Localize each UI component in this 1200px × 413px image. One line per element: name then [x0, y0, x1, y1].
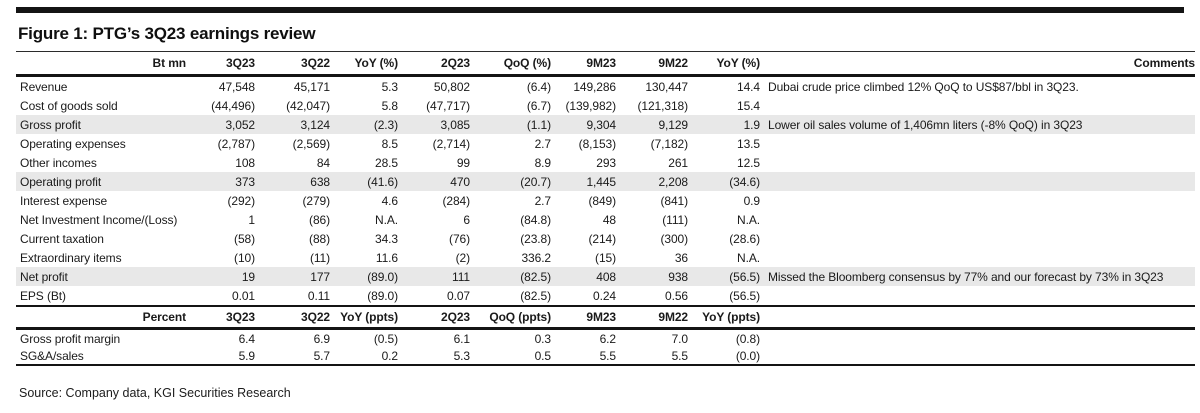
cell-9m22: 938 — [668, 269, 688, 284]
row-comment — [760, 191, 1195, 210]
cell-yoy: 11.6 — [375, 250, 398, 265]
cell-9m22: 9,129 — [658, 117, 688, 132]
col-header-pct-yoy: YoY (ppts) — [330, 306, 398, 329]
cell-qoq: (6.4) — [526, 79, 551, 94]
col-header-pct-qoq: QoQ (ppts) — [470, 306, 551, 329]
row-label: Other incomes — [20, 155, 97, 170]
cell-9m22: 36 — [674, 250, 688, 265]
cell-3q22: 3,124 — [300, 117, 330, 132]
col-header-qoq: QoQ (%) — [470, 52, 551, 76]
cell-qoq: 0.3 — [534, 331, 551, 346]
table-row — [16, 96, 1195, 115]
cell-3q22: (2,569) — [292, 136, 330, 151]
cell-9m23: 48 — [602, 212, 616, 227]
source-note: Source: Company data, KGI Securities Research — [19, 386, 291, 400]
cell-yoy: 4.6 — [381, 193, 398, 208]
col-header-pct-9m22: 9M22 — [616, 306, 688, 329]
cell-3q23: 1 — [248, 212, 255, 227]
cell-yoy2: 15.4 — [737, 98, 760, 113]
table-row — [16, 191, 1195, 210]
cell-3q22: 5.7 — [255, 347, 330, 365]
cell-yoy: (89.0) — [367, 269, 398, 284]
cell-9m22: 5.5 — [616, 347, 688, 365]
table-row — [16, 115, 1195, 134]
cell-9m22: 7.0 — [671, 331, 688, 346]
col-header-yoy: YoY (%) — [330, 52, 398, 76]
cell-qoq: 2.7 — [534, 193, 551, 208]
table-row — [16, 210, 1195, 229]
row-comment — [760, 96, 1195, 115]
earnings-table — [16, 51, 1195, 366]
cell-3q22: (11) — [309, 250, 330, 265]
cell-2q23: 6 — [463, 212, 470, 227]
cell-yoy2: (34.6) — [729, 174, 760, 189]
row-comment — [760, 329, 1195, 348]
cell-yoy2: N.A. — [737, 250, 760, 265]
cell-9m23: 408 — [596, 269, 616, 284]
row-label: Interest expense — [20, 193, 108, 208]
row-comment — [760, 347, 1195, 365]
row-comment: Lower oil sales volume of 1,406mn liters (-8% QoQ) in 3Q23 — [768, 117, 1083, 132]
table-row — [16, 248, 1195, 267]
percent-header-row — [16, 306, 1195, 329]
cell-3q22: (88) — [309, 231, 330, 246]
cell-3q22: (86) — [309, 212, 330, 227]
row-label: Extraordinary items — [20, 250, 122, 265]
table-row — [16, 286, 1195, 306]
cell-3q23: 19 — [241, 269, 255, 284]
cell-9m22: (300) — [660, 231, 688, 246]
cell-9m22: (7,182) — [650, 136, 688, 151]
row-comment — [760, 229, 1195, 248]
col-header-pct-blank — [760, 306, 1195, 329]
cell-yoy: N.A. — [375, 212, 398, 227]
cell-3q22: 0.11 — [307, 288, 330, 303]
cell-qoq: (82.5) — [520, 288, 551, 303]
col-header-pct-3q23: 3Q23 — [186, 306, 255, 329]
row-comment — [760, 134, 1195, 153]
cell-3q22: 6.9 — [313, 331, 330, 346]
cell-2q23: (47,717) — [426, 98, 470, 113]
top-rule — [16, 7, 1184, 13]
cell-yoy2: (56.5) — [729, 288, 760, 303]
cell-3q23: 0.01 — [232, 288, 255, 303]
cell-3q23: (44,496) — [211, 98, 255, 113]
cell-3q23: 47,548 — [218, 79, 255, 94]
row-label: Operating profit — [20, 174, 102, 189]
cell-9m23: 0.24 — [593, 288, 616, 303]
col-header-9m22: 9M22 — [616, 52, 688, 76]
cell-9m23: (139,982) — [565, 98, 616, 113]
cell-9m22: 2,208 — [658, 174, 688, 189]
cell-9m23: 6.2 — [599, 331, 616, 346]
cell-3q22: 177 — [310, 269, 330, 284]
cell-9m23: 293 — [596, 155, 616, 170]
cell-9m22: (111) — [662, 212, 688, 227]
cell-3q23: (2,787) — [217, 136, 255, 151]
row-comment — [760, 210, 1195, 229]
cell-yoy: 8.5 — [381, 136, 398, 151]
cell-3q23: (58) — [234, 231, 255, 246]
cell-yoy2: (0.0) — [688, 347, 760, 365]
row-comment — [760, 172, 1195, 191]
cell-9m23: (849) — [588, 193, 616, 208]
cell-2q23: 3,085 — [440, 117, 470, 132]
main-header-row — [16, 52, 1195, 76]
table-row — [16, 153, 1195, 172]
col-header-yoy2: YoY (%) — [688, 52, 760, 76]
cell-2q23: (284) — [442, 193, 470, 208]
cell-2q23: 0.07 — [447, 288, 470, 303]
row-label: Net profit — [20, 269, 68, 284]
cell-yoy: 5.8 — [381, 98, 398, 113]
cell-9m22: 261 — [668, 155, 688, 170]
percent-table-body — [16, 329, 1195, 366]
cell-yoy: 28.5 — [375, 155, 398, 170]
row-label: SG&A/sales — [16, 347, 186, 365]
row-label: Gross profit margin — [20, 331, 121, 346]
row-label: Gross profit — [20, 117, 81, 132]
col-header-9m23: 9M23 — [551, 52, 616, 76]
cell-yoy2: 13.5 — [737, 136, 760, 151]
cell-3q23: 6.4 — [238, 331, 255, 346]
col-header-3q22: 3Q22 — [255, 52, 330, 76]
cell-3q22: (42,047) — [286, 98, 330, 113]
row-label: Cost of goods sold — [20, 98, 118, 113]
cell-yoy2: (56.5) — [729, 269, 760, 284]
table-row — [16, 229, 1195, 248]
cell-9m23: (8,153) — [578, 136, 616, 151]
cell-qoq: 0.5 — [470, 347, 551, 365]
cell-9m23: (214) — [588, 231, 616, 246]
cell-9m23: 1,445 — [586, 174, 616, 189]
cell-yoy: 0.2 — [330, 347, 398, 365]
cell-yoy: 34.3 — [375, 231, 398, 246]
row-comment — [760, 153, 1195, 172]
cell-2q23: 50,802 — [433, 79, 470, 94]
cell-yoy: (41.6) — [367, 174, 398, 189]
figure-title: Figure 1: PTG’s 3Q23 earnings review — [18, 24, 316, 43]
row-label: Operating expenses — [20, 136, 126, 151]
row-label: Revenue — [20, 79, 68, 94]
main-table-body — [16, 76, 1195, 307]
cell-3q23: 3,052 — [225, 117, 255, 132]
cell-9m23: 149,286 — [573, 79, 616, 94]
cell-qoq: (84.8) — [520, 212, 551, 227]
cell-qoq: 8.9 — [534, 155, 551, 170]
cell-2q23: (76) — [449, 231, 470, 246]
col-header-btmn: Bt mn — [16, 52, 186, 76]
cell-2q23: (2,714) — [432, 136, 470, 151]
cell-9m22: (121,318) — [637, 98, 688, 113]
cell-3q23: 373 — [235, 174, 255, 189]
cell-3q22: 84 — [316, 155, 330, 170]
col-header-pct-yoy2: YoY (ppts) — [688, 306, 760, 329]
table-row — [16, 329, 1195, 348]
row-comment — [760, 248, 1195, 267]
cell-yoy2: 14.4 — [737, 79, 760, 94]
col-header-comments: Comments — [760, 52, 1195, 76]
cell-yoy: (2.3) — [373, 117, 398, 132]
cell-9m22: 0.56 — [665, 288, 688, 303]
cell-yoy2: N.A. — [737, 212, 760, 227]
row-comment: Dubai crude price climbed 12% QoQ to US$87/bbl in 3Q23. — [768, 79, 1079, 94]
cell-9m23: (15) — [595, 250, 616, 265]
cell-9m22: 130,447 — [645, 79, 688, 94]
cell-yoy2: 0.9 — [743, 193, 760, 208]
cell-2q23: 99 — [456, 155, 470, 170]
cell-qoq: (82.5) — [520, 269, 551, 284]
cell-qoq: (1.1) — [526, 117, 551, 132]
cell-3q23: 5.9 — [186, 347, 255, 365]
cell-yoy: (0.5) — [373, 331, 398, 346]
cell-yoy: 5.3 — [381, 79, 398, 94]
cell-yoy2: 1.9 — [743, 117, 760, 132]
cell-2q23: 111 — [452, 269, 470, 284]
table-row — [16, 134, 1195, 153]
cell-3q23: (10) — [234, 250, 255, 265]
cell-3q22: 45,171 — [293, 79, 330, 94]
table-row — [16, 267, 1195, 286]
cell-9m23: 9,304 — [586, 117, 616, 132]
col-header-pct-9m23: 9M23 — [551, 306, 616, 329]
cell-qoq: 2.7 — [534, 136, 551, 151]
col-header-3q23: 3Q23 — [186, 52, 255, 76]
cell-qoq: (6.7) — [526, 98, 551, 113]
col-header-pct-3q22: 3Q22 — [255, 306, 330, 329]
cell-3q23: 108 — [235, 155, 255, 170]
row-comment: Missed the Bloomberg consensus by 77% and our forecast by 73% in 3Q23 — [768, 269, 1164, 284]
row-label: EPS (Bt) — [20, 288, 66, 303]
table-row — [16, 347, 1195, 365]
row-comment — [760, 286, 1195, 306]
cell-yoy2: (0.8) — [735, 331, 760, 346]
cell-9m22: (841) — [660, 193, 688, 208]
cell-3q23: (292) — [227, 193, 255, 208]
row-label: Current taxation — [20, 231, 104, 246]
cell-2q23: 6.1 — [453, 331, 470, 346]
cell-2q23: (2) — [455, 250, 470, 265]
table-row — [16, 76, 1195, 97]
cell-3q22: (279) — [302, 193, 330, 208]
cell-yoy2: 12.5 — [737, 155, 760, 170]
col-header-pct-2q23: 2Q23 — [398, 306, 470, 329]
cell-2q23: 470 — [450, 174, 470, 189]
cell-qoq: (23.8) — [520, 231, 551, 246]
cell-2q23: 5.3 — [398, 347, 470, 365]
cell-yoy2: (28.6) — [729, 231, 760, 246]
cell-qoq: (20.7) — [520, 174, 551, 189]
cell-qoq: 336.2 — [521, 250, 551, 265]
col-header-percent: Percent — [16, 306, 186, 329]
cell-3q22: 638 — [310, 174, 330, 189]
table-row — [16, 172, 1195, 191]
cell-9m23: 5.5 — [551, 347, 616, 365]
row-label: Net Investment Income/(Loss) — [20, 212, 178, 227]
col-header-2q23: 2Q23 — [398, 52, 470, 76]
cell-yoy: (89.0) — [367, 288, 398, 303]
